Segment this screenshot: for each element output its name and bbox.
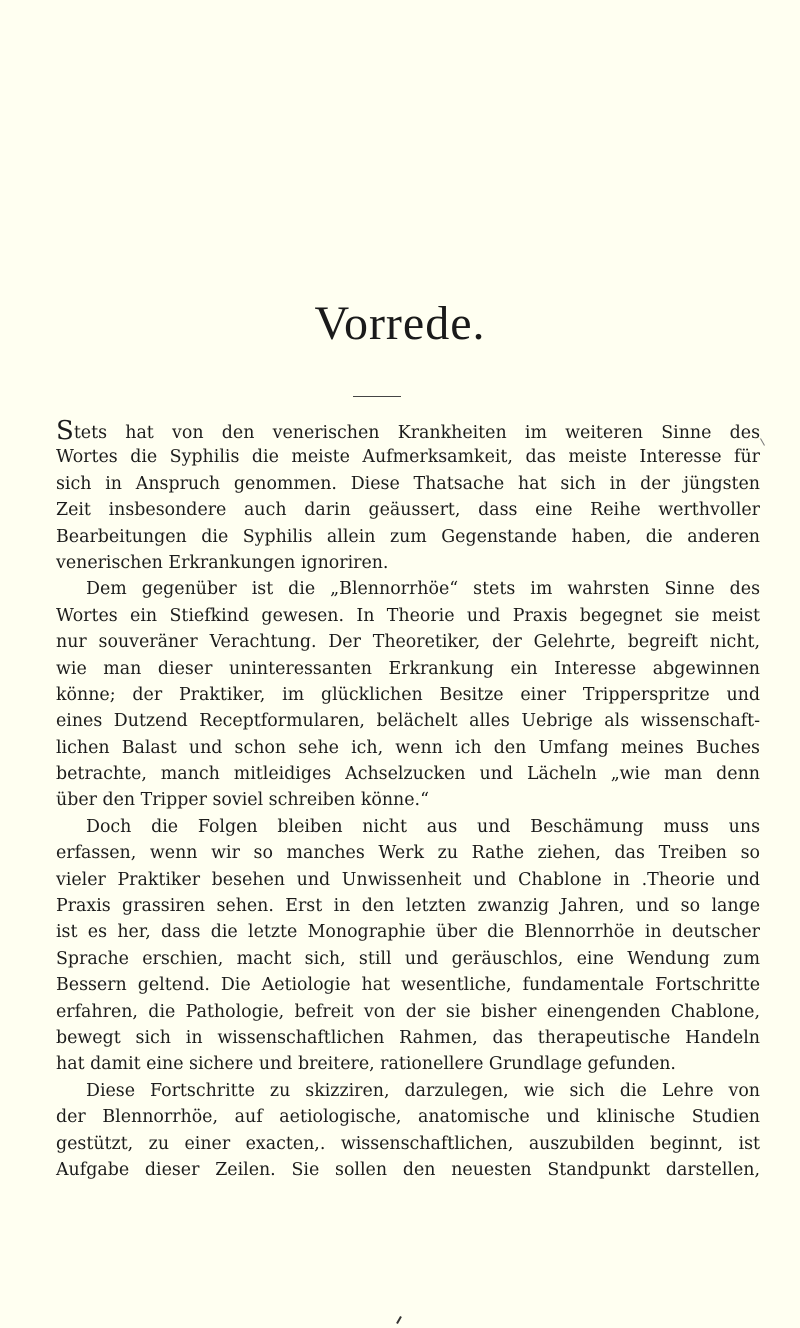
text-line: Zeit insbesondere auch darin geäussert, dass eine Reihe werthvoller bbox=[56, 500, 760, 521]
text-line: Wortes die Syphilis die meiste Aufmerksamkeit, das meiste Interesse für bbox=[56, 447, 760, 468]
text-line: gestützt, zu einer exacten,. wissenschaftlichen, auszubilden beginnt, ist bbox=[56, 1133, 760, 1154]
text-line: Stets hat von den venerischen Krankheiten im weiteren Sinne des bbox=[56, 416, 760, 446]
title-rule bbox=[353, 396, 401, 397]
text-line: hat damit eine sichere und breitere, rationellere Grundlage gefunden. bbox=[56, 1054, 676, 1075]
text-line: der Blennorrhöe, auf aetiologische, anatomische und klinische Studien bbox=[56, 1107, 760, 1128]
text-line: betrachte, manch mitleidiges Achselzucken und Lächeln „wie man denn bbox=[56, 764, 760, 785]
text-line: Praxis grassiren sehen. Erst in den letzten zwanzig Jahren, und so lange bbox=[56, 896, 760, 917]
text-line: erfassen, wenn wir so manches Werk zu Rathe ziehen, das Treiben so bbox=[56, 843, 760, 864]
text-line: Dem gegenüber ist die „Blennorrhöe“ stets im wahrsten Sinne des bbox=[86, 579, 760, 600]
text-line: Doch die Folgen bleiben nicht aus und Beschämung muss uns bbox=[86, 816, 760, 837]
text-line: venerischen Erkrankungen ignoriren. bbox=[56, 552, 389, 573]
text-line: sich in Anspruch genommen. Diese Thatsache hat sich in der jüngsten bbox=[56, 473, 760, 494]
text-line: über den Tripper soviel schreiben könne.“ bbox=[56, 790, 429, 811]
bottom-mark bbox=[396, 1316, 402, 1324]
text-line: erfahren, die Pathologie, befreit von der sie bisher einengenden Chablone, bbox=[56, 1001, 760, 1022]
text-line: bewegt sich in wissenschaftlichen Rahmen, das therapeutische Handeln bbox=[56, 1027, 760, 1048]
text-line: Bearbeitungen die Syphilis allein zum Gegenstande haben, die anderen bbox=[56, 526, 760, 547]
text-line: lichen Balast und schon sehe ich, wenn ich den Umfang meines Buches bbox=[56, 737, 760, 758]
text-line: könne; der Praktiker, im glücklichen Besitze einer Tripperspritze und bbox=[56, 684, 760, 705]
text-line: Diese Fortschritte zu skizziren, darzulegen, wie sich die Lehre von bbox=[86, 1080, 760, 1101]
text-line: eines Dutzend Receptformularen, belächelt alles Uebrige als wissenschaft- bbox=[56, 711, 760, 732]
text-line: Sprache erschien, macht sich, still und geräuschlos, eine Wendung zum bbox=[56, 948, 760, 969]
margin-mark bbox=[760, 438, 765, 445]
preface-text bbox=[56, 418, 760, 1183]
text-line: Aufgabe dieser Zeilen. Sie sollen den neuesten Standpunkt darstellen, bbox=[56, 1159, 760, 1180]
text-line: vieler Praktiker besehen und Unwissenheit und Chablone in .Theorie und bbox=[56, 869, 760, 890]
initial-letter: S bbox=[56, 416, 74, 446]
text-line: Wortes ein Stiefkind gewesen. In Theorie und Praxis begegnet sie meist bbox=[56, 605, 760, 626]
text-line: ist es her, dass die letzte Monographie über die Blennorrhöe in deutscher bbox=[56, 922, 760, 943]
text-line: Bessern geltend. Die Aetiologie hat wesentliche, fundamentale Fortschritte bbox=[56, 975, 760, 996]
text-line: wie man dieser uninteressanten Erkrankung ein Interesse abgewinnen bbox=[56, 658, 760, 679]
page-title: Vorrede. bbox=[314, 297, 486, 350]
text-line: nur souveräner Verachtung. Der Theoretiker, der Gelehrte, begreift nicht, bbox=[56, 632, 760, 653]
